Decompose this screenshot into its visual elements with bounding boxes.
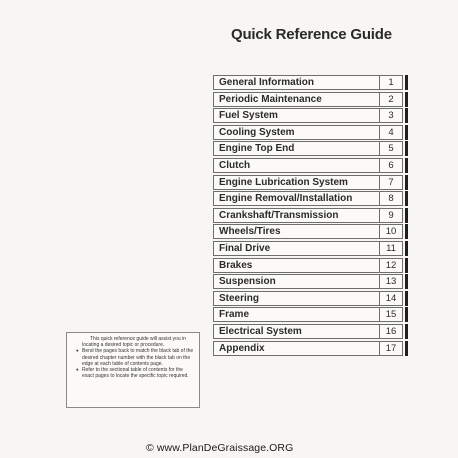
toc-row[interactable]: [213, 108, 403, 123]
toc-chapter-number: 12: [379, 259, 402, 272]
toc-black-tab: [405, 291, 408, 306]
toc-row[interactable]: [213, 125, 403, 140]
toc-chapter-label: Fuel System: [219, 110, 278, 122]
toc-row[interactable]: [213, 191, 403, 206]
toc-black-tab: [405, 274, 408, 289]
toc-chapter-label: Engine Removal/Installation: [219, 193, 353, 205]
toc-row[interactable]: [213, 274, 403, 289]
toc-chapter-number: 6: [379, 159, 402, 172]
usage-note: [66, 332, 200, 408]
toc-chapter-label: Appendix: [219, 342, 265, 354]
toc-chapter-number: 15: [379, 308, 402, 321]
toc-chapter-number: 8: [379, 192, 402, 205]
table-of-contents: [213, 75, 403, 357]
toc-black-tab: [405, 141, 408, 156]
toc-row[interactable]: [213, 92, 403, 107]
toc-chapter-number: 5: [379, 142, 402, 155]
toc-chapter-number: 3: [379, 109, 402, 122]
toc-chapter-number: 13: [379, 275, 402, 288]
note-bullet-1: ● Bend the pages back to match the black tab of the desired chapter number with the black tab on the edge at each table of contents page.: [72, 348, 194, 367]
toc-black-tab: [405, 175, 408, 190]
toc-black-tab: [405, 258, 408, 273]
toc-chapter-label: Periodic Maintenance: [219, 93, 322, 105]
toc-chapter-number: 9: [379, 209, 402, 222]
toc-chapter-label: Brakes: [219, 259, 253, 271]
toc-chapter-number: 2: [379, 93, 402, 106]
toc-black-tab: [405, 108, 408, 123]
toc-chapter-label: Clutch: [219, 159, 251, 171]
toc-chapter-label: Cooling System: [219, 126, 295, 138]
toc-black-tab: [405, 241, 408, 256]
toc-chapter-label: Final Drive: [219, 242, 271, 254]
toc-row[interactable]: [213, 341, 403, 356]
toc-chapter-number: 7: [379, 176, 402, 189]
toc-row[interactable]: [213, 324, 403, 339]
toc-chapter-label: Frame: [219, 309, 250, 321]
toc-chapter-number: 11: [379, 242, 402, 255]
toc-black-tab: [405, 75, 408, 90]
toc-chapter-label: Wheels/Tires: [219, 226, 281, 238]
toc-chapter-number: 4: [379, 126, 402, 139]
toc-chapter-label: Engine Top End: [219, 143, 295, 155]
watermark-footer: © www.PlanDeGraissage.ORG: [146, 442, 294, 454]
toc-black-tab: [405, 208, 408, 223]
toc-chapter-label: Steering: [219, 292, 260, 304]
toc-chapter-number: 16: [379, 325, 402, 338]
toc-black-tab: [405, 191, 408, 206]
toc-row[interactable]: [213, 175, 403, 190]
toc-chapter-number: 17: [379, 342, 402, 355]
toc-row[interactable]: [213, 158, 403, 173]
toc-row[interactable]: [213, 241, 403, 256]
note-intro: This quick reference guide will assist you in locating a desired topic or procedure.: [82, 336, 186, 349]
toc-chapter-number: 10: [379, 225, 402, 238]
toc-row[interactable]: [213, 224, 403, 239]
toc-row[interactable]: [213, 307, 403, 322]
toc-chapter-label: Electrical System: [219, 325, 302, 337]
page-title: Quick Reference Guide: [231, 26, 392, 43]
toc-row[interactable]: [213, 258, 403, 273]
toc-chapter-label: Engine Lubrication System: [219, 176, 348, 188]
toc-row[interactable]: [213, 75, 403, 90]
toc-black-tab: [405, 224, 408, 239]
toc-black-tab: [405, 158, 408, 173]
note-bullet-2: ● Refer to the sectional table of contents for the exact pages to locate the specific topic required.: [72, 367, 194, 379]
toc-row[interactable]: [213, 141, 403, 156]
toc-chapter-label: General Information: [219, 77, 315, 88]
toc-black-tab: [405, 92, 408, 107]
toc-row[interactable]: [213, 291, 403, 306]
toc-black-tab: [405, 307, 408, 322]
toc-black-tab: [405, 324, 408, 339]
toc-chapter-number: 14: [379, 292, 402, 305]
toc-row[interactable]: [213, 208, 403, 223]
toc-chapter-number: 1: [379, 76, 402, 89]
toc-chapter-label: Crankshaft/Transmission: [219, 209, 339, 221]
toc-black-tab: [405, 125, 408, 140]
toc-chapter-label: Suspension: [219, 276, 276, 288]
toc-black-tab: [405, 341, 408, 356]
